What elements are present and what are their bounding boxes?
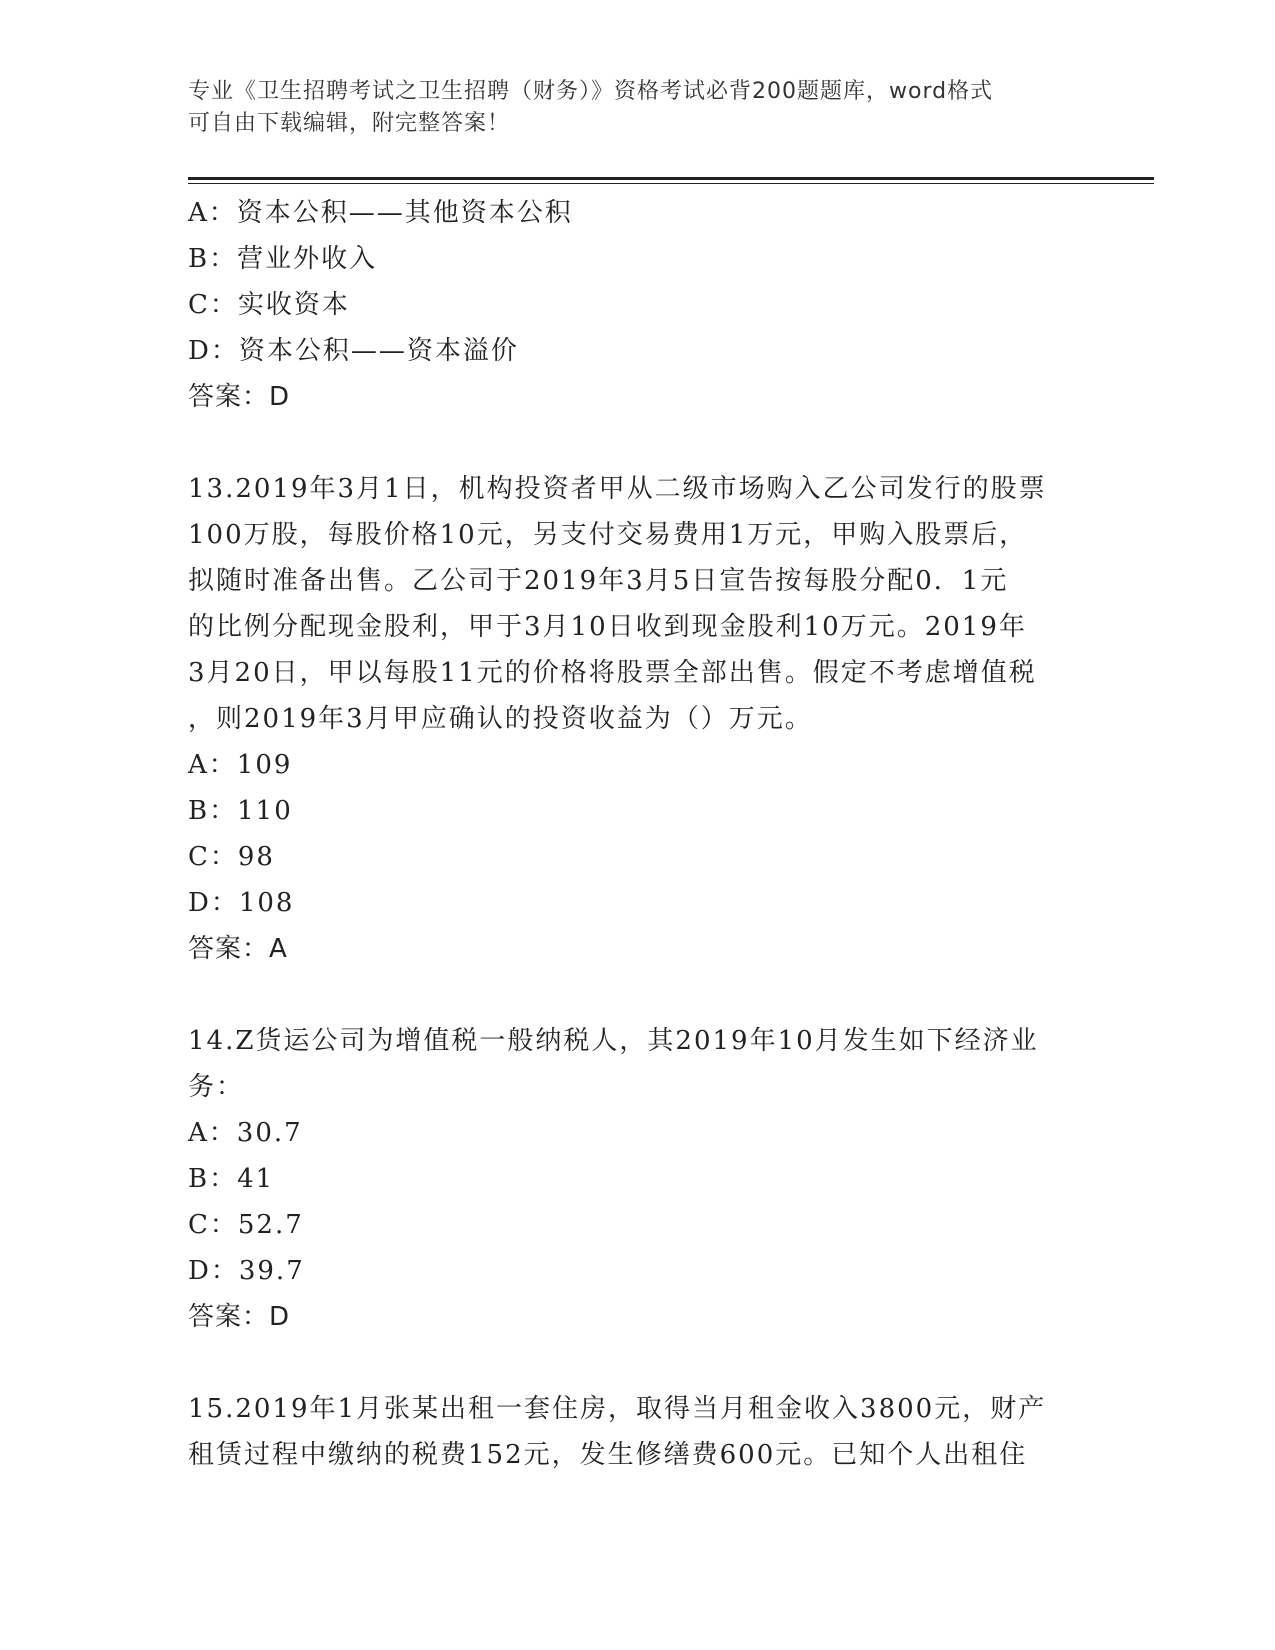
option-c: C：98: [188, 842, 275, 872]
question-text-line: 的比例分配现金股利，甲于3月10日收到现金股利10万元。2019年: [188, 612, 1027, 642]
question-text-line: 3月20日，甲以每股11元的价格将股票全部出售。假定不考虑增值税: [188, 658, 1037, 688]
answer: 答案：D: [188, 1302, 291, 1332]
option-b: B：营业外收入: [188, 244, 378, 274]
question-13: [188, 466, 1088, 972]
option-a: A：109: [188, 750, 293, 780]
option-d: D：资本公积——资本溢价: [188, 336, 519, 366]
header-title-line-2: 可自由下载编辑，附完整答案！: [188, 111, 511, 136]
answer: 答案：A: [188, 934, 288, 964]
question-spacer: [188, 420, 1088, 466]
question-text-line: 务：: [188, 1072, 245, 1102]
question-text-line: 租赁过程中缴纳的税费152元，发生修缮费600元。已知个人出租住: [188, 1440, 1028, 1470]
document-header: [188, 76, 1068, 140]
header-divider-thin: [188, 183, 1154, 184]
answer: 答案：D: [188, 382, 291, 412]
question-text-line: 100万股，每股价格10元，另支付交易费用1万元，甲购入股票后，: [188, 520, 1028, 550]
option-d: D：108: [188, 888, 295, 918]
question-14: [188, 1018, 1088, 1340]
option-b: B：110: [188, 796, 293, 826]
option-b: B：41: [188, 1164, 275, 1194]
question-text-line: 13.2019年3月1日，机构投资者甲从二级市场购入乙公司发行的股票: [188, 474, 1047, 504]
option-a: A：资本公积——其他资本公积: [188, 198, 573, 228]
option-d: D：39.7: [188, 1256, 305, 1286]
question-15: [188, 1386, 1088, 1478]
question-text-line: 拟随时准备出售。乙公司于2019年3月5日宣告按每股分配0．1元: [188, 566, 1009, 596]
question-text-line: 15.2019年1月张某出租一套住房，取得当月租金收入3800元，财产: [188, 1394, 1047, 1424]
question-12: [188, 190, 1088, 420]
question-spacer: [188, 972, 1088, 1018]
option-a: A：30.7: [188, 1118, 303, 1148]
question-text-line: ，则2019年3月甲应确认的投资收益为（）万元。: [188, 704, 813, 734]
question-text-line: 14.Z货运公司为增值税一般纳税人，其2019年10月发生如下经济业: [188, 1026, 1039, 1056]
option-c: C：实收资本: [188, 290, 350, 320]
header-title-line-1: 专业《卫生招聘考试之卫生招聘（财务）》资格考试必背200题题库，word格式: [188, 79, 994, 104]
document-body: [188, 190, 1088, 1478]
option-c: C：52.7: [188, 1210, 304, 1240]
question-spacer: [188, 1340, 1088, 1386]
header-divider-thick: [188, 177, 1154, 180]
